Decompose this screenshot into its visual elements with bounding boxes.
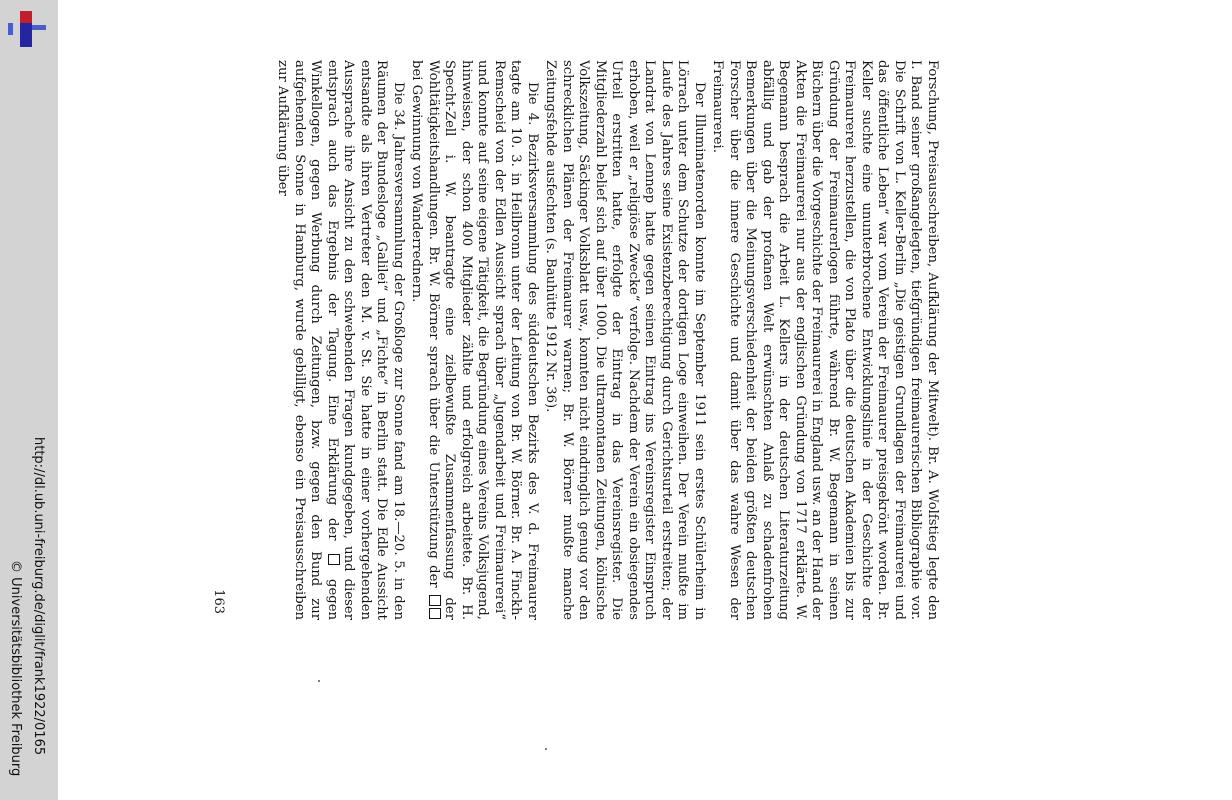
paragraph-4-text: Die 34. Jahresversammlung der Großloge zur Sonne fand am 18.—20. 5. in den Räumen der Bundesloge „Galilei“ und „Fichte“ in Berlin statt. Die Edle Aussicht entsandte als ihren Vertreter den M. v. St. Sie hatte in einer vorhergehenden Aussprache ihre Ansicht zu den schwebenden Fragen kundgegeben, und dieser entsprach auch das Ergebnis der Tagung. Eine Erklärung der	[325, 60, 406, 620]
paragraph-3-text: Die 4. Bezirksversammlung des süddeutschen Bezirks des V. d. Freimaurer tagte am 10. 3. in Heilbronn unter der Leitung von Br. W. Börner. Br. A. Finckh-Remscheid von der Edlen Aussicht sprach über „Jugendarbeit und Freimaurerei“ und konnte auf seine eigene Tätigkeit, die Begründung eines Vereins Volksjugend, hinweisen, der schon 400 Mitglieder zählte und erfolgreich arbeitete. Br. H. Specht-Zell i. W. beantragte eine zielbewußte Zusammenfassung der Wohltätigkeitshandlungen. Br. W. Börner sprach über die Unterstützung der	[426, 60, 540, 620]
scan-speck	[545, 748, 547, 750]
paragraph-1: Forschung, Preisausschreiben, Aufklärung der Mitwelt). Br. A. Wolfstieg legte den I. Band seiner großangelegten, tiefgründigen freimaurerischen Bibliographie vor. Die Schrift von L. Keller-Berlin „Die geistigen Grundlagen der Freimaurerei und das öffentliche Leben“ war vom Verein der Freimaurer preisgekrönt worden. Br. Keller suchte eine ununterbrochene Entwicklungslinie in der Geschichte der Freimaurerei herzustellen, die von Plato über die deutschen Akademien bis zur Gründung der Freimaurerlogen führte, während Br. W. Begemann in seinen Büchern über die Vorgeschichte der Freimaurerei in England usw. an der Hand der Akten die Freimaurerei nur aus der englischen Gründung von 1717 erklärte. W. Begemann besprach die Arbeit L. Kellers in der deutschen Literaturzeitung abfällig und gab der profanen Welt erwünschten Anlaß zu schadenfrohen Bemerkungen über die Meinungsverschiedenheit der beiden größten deutschen Forscher über die innere Geschichte und damit über das wahre Wesen der Freimaurerei.	[710, 60, 940, 620]
box-symbol-icon	[429, 608, 441, 619]
paragraph-4	[274, 60, 406, 620]
box-symbol-icon	[429, 595, 441, 606]
paragraph-4-end: gegen Winkellogen, gegen Werbung durch Zeitungen, bzw. gegen den Bund zur aufgehenden Sonne in Hamburg, wurde gebilligt, ebenso ein Preisausschreiben zur Aufklärung über	[275, 60, 340, 620]
scanned-page	[200, 60, 940, 620]
paragraph-3	[408, 60, 540, 620]
paragraph-2: Der Illuminatenorden konnte im September 1911 sein erstes Schülerheim in Lörrach unter dem Schutze der dortigen Loge einweihen. Der Verein mußte im Laufe des Jahres seine Existenzberechtigung durch Gerichtsurteil erstreiten; der Landrat von Lennep hatte gegen seinen Eintrag ins Vereinsregister Einspruch erhoben, weil er „religiöse Zwecke“ verfolge. Nachdem der Verein ein obsiegendes Urteil erstritten hatte, erfolgte der Eintrag in das Vereinsregister. Die Mitgliederzahl belief sich auf über 1000. Die ultramontanen Zeitungen, kölnische Volkszeitung, Säckinger Volksblatt usw., konnten nicht eindringlich genug vor den schrecklichen Plänen der Freimaurer warnen; Br. W. Börner mußte manche Zeitungsfehde ausfechten (s. Bauhütte 1912 Nr. 36).	[543, 60, 707, 620]
viewer-sidebar	[0, 0, 58, 800]
scan-speck	[318, 680, 320, 682]
paragraph-3-end: bei Gewinnung von Wanderrednern.	[409, 60, 425, 303]
page-number: 163	[211, 589, 226, 614]
scanned-page-area	[200, 60, 940, 620]
university-library-logo-icon	[4, 6, 50, 52]
copyright-notice: © Universitätsbibliothek Freiburg	[8, 560, 23, 777]
source-url[interactable]: http://dl.ub.uni-freiburg.de/diglit/frank1922/0165	[31, 437, 46, 756]
box-symbol-icon	[328, 554, 340, 565]
